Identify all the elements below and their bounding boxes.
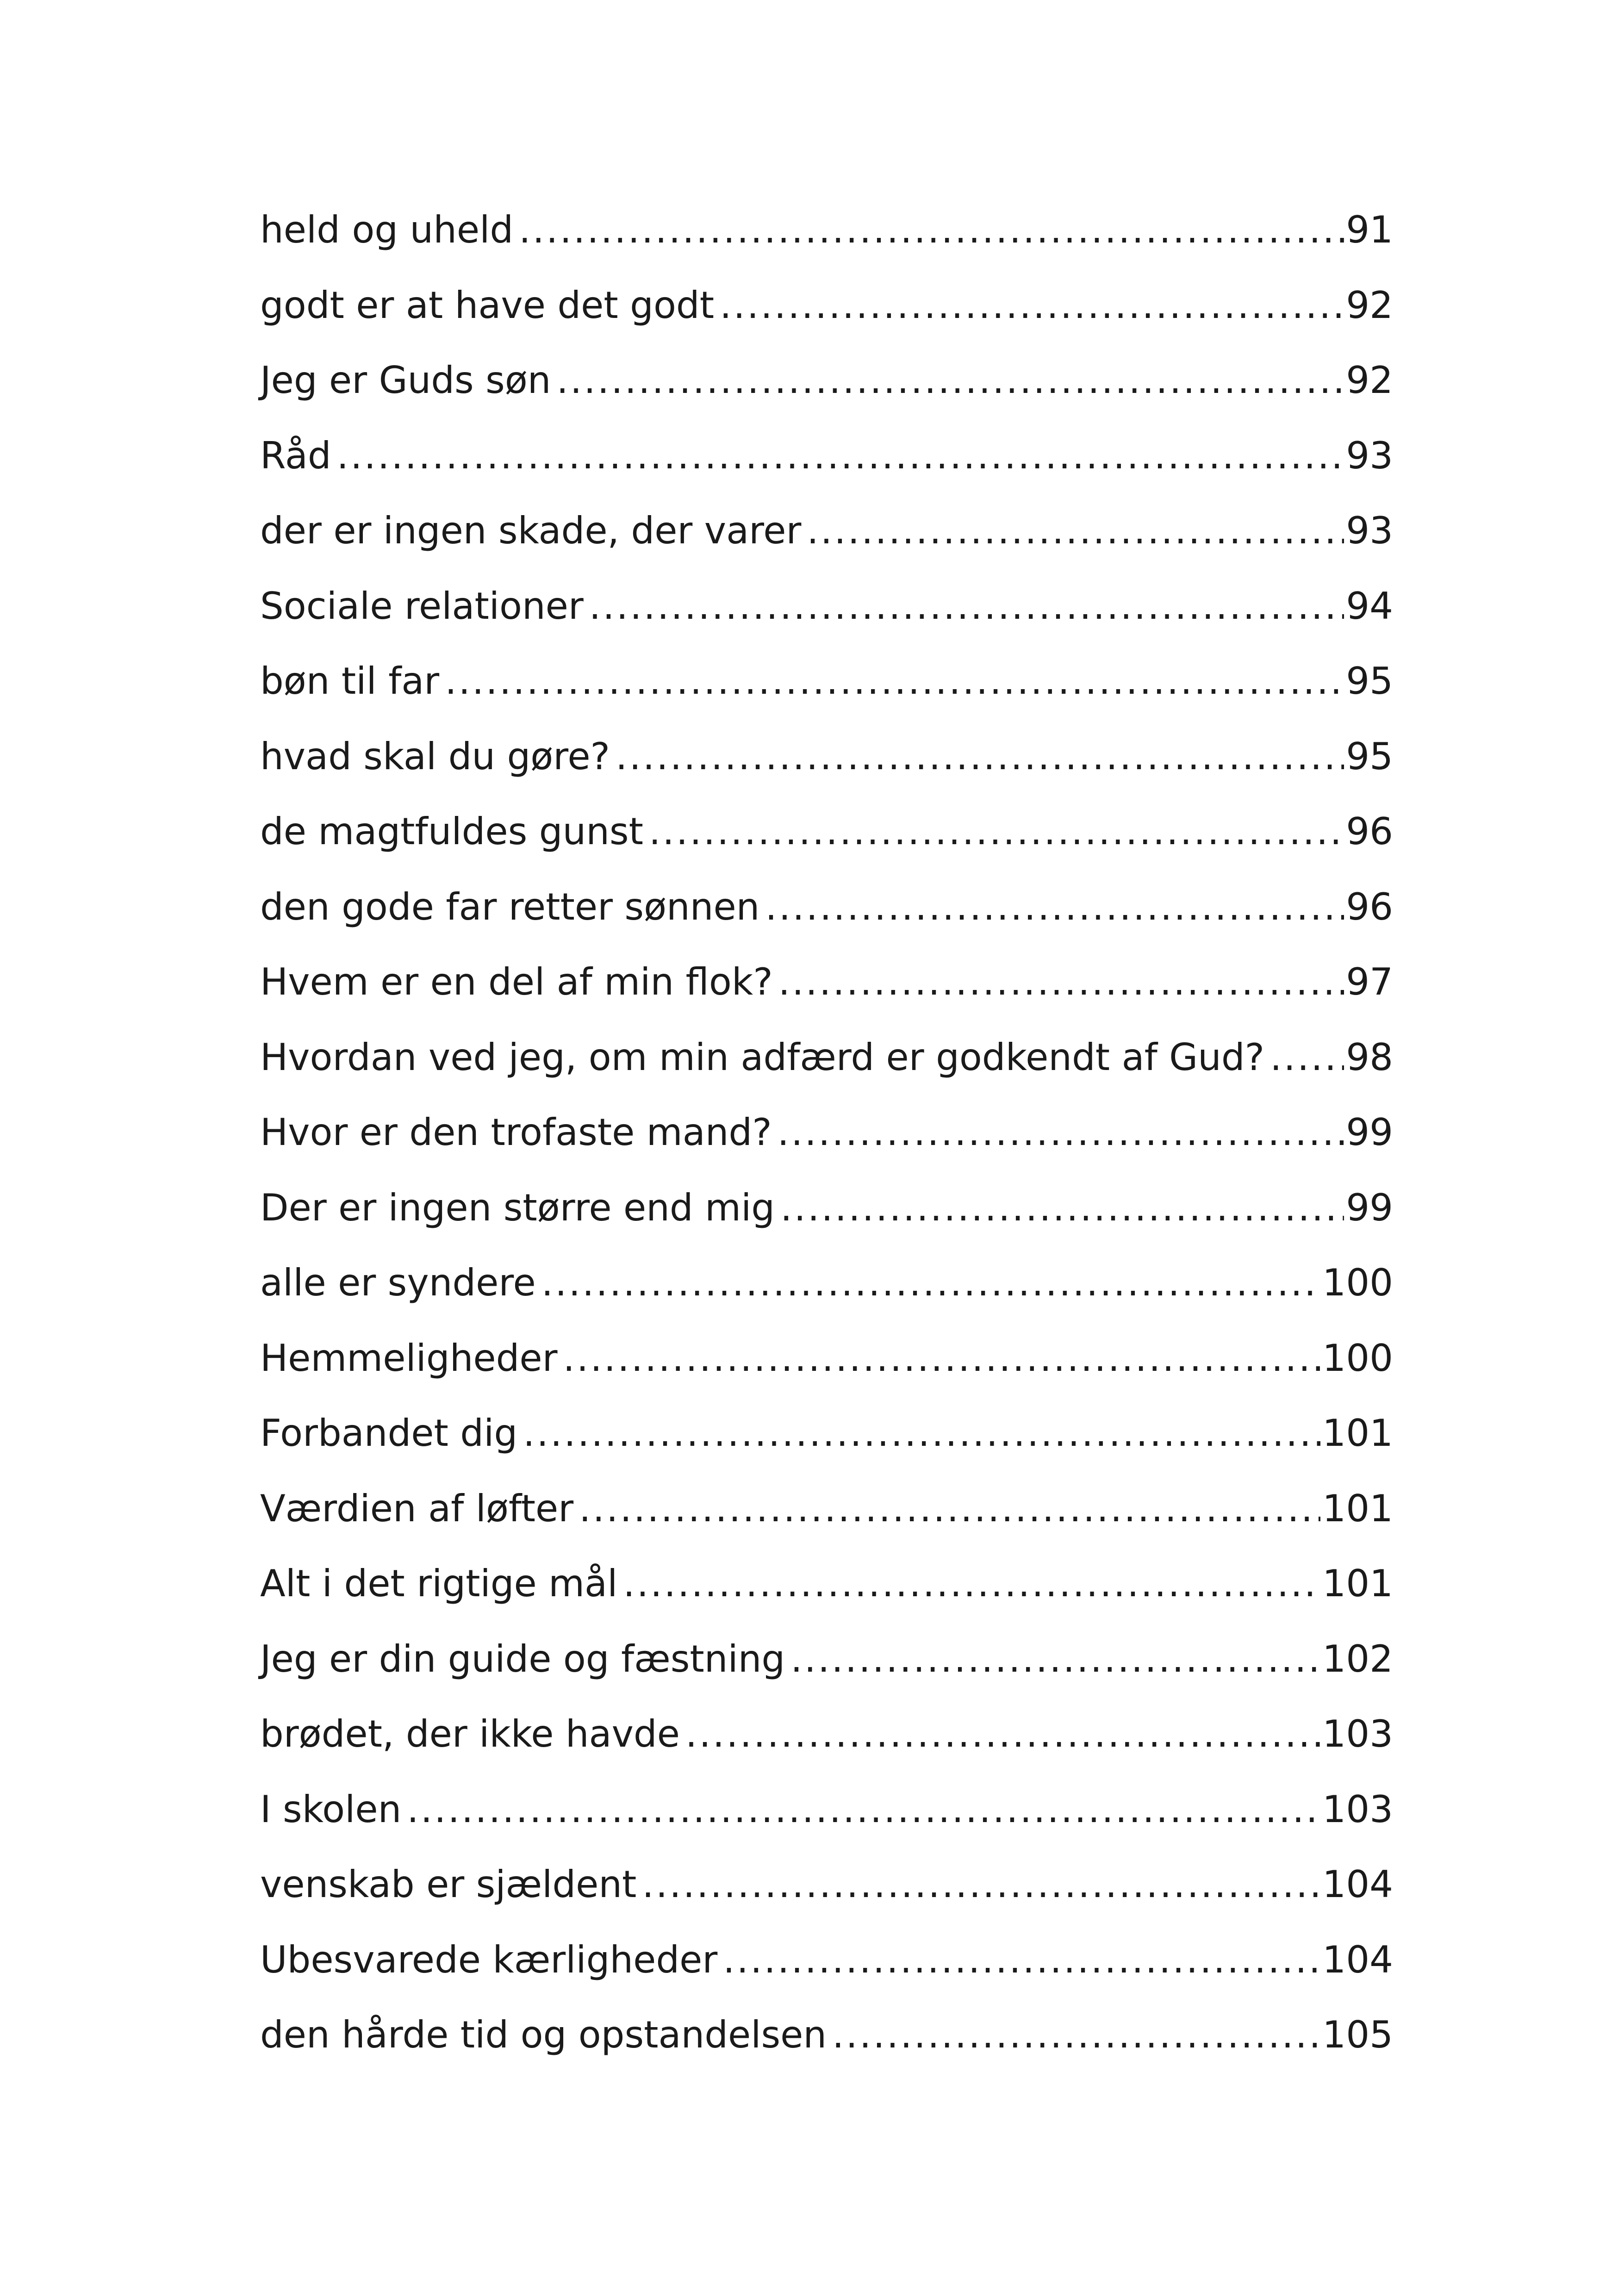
toc-entry[interactable]: [260, 2013, 1393, 2089]
dot-leader: [541, 1261, 1321, 1304]
toc-entry-title: den gode far retter sønnen: [260, 885, 760, 928]
dot-leader: [807, 509, 1344, 552]
toc-entry-title: godt er at have det godt: [260, 283, 715, 327]
toc-entry-title: Alt i det rigtige mål: [260, 1562, 618, 1605]
toc-entry-title: Hemmeligheder: [260, 1336, 558, 1380]
dot-leader: [778, 1111, 1344, 1154]
toc-entry-page-number: 93: [1346, 509, 1393, 552]
dot-leader: [685, 1712, 1320, 1755]
toc-entry-title: Råd: [260, 434, 331, 477]
toc-entry[interactable]: [260, 359, 1393, 434]
toc-entry-page-number: 99: [1346, 1111, 1393, 1154]
toc-entry-page-number: 96: [1346, 810, 1393, 853]
toc-entry[interactable]: [260, 960, 1393, 1036]
toc-entry-title: Forbandet dig: [260, 1412, 518, 1455]
dot-leader: [649, 810, 1344, 853]
toc-entry-page-number: 91: [1346, 208, 1393, 251]
toc-entry-title: Hvem er en del af min flok?: [260, 960, 773, 1003]
toc-entry-title: der er ingen skade, der varer: [260, 509, 802, 552]
toc-entry-page-number: 95: [1346, 734, 1393, 778]
toc-entry[interactable]: [260, 735, 1393, 810]
toc-entry-title: venskab er sjældent: [260, 1863, 637, 1906]
toc-entry-title: Sociale relationer: [260, 584, 584, 628]
toc-entry[interactable]: [260, 1863, 1393, 1938]
toc-entry-page-number: 101: [1322, 1412, 1393, 1455]
toc-entry-page-number: 93: [1346, 434, 1393, 477]
toc-entry[interactable]: [260, 434, 1393, 510]
toc-entry[interactable]: [260, 1036, 1393, 1111]
toc-entry[interactable]: [260, 1261, 1393, 1337]
toc-entry-page-number: 97: [1346, 960, 1393, 1003]
toc-entry-page-number: 98: [1346, 1035, 1393, 1079]
dot-leader: [723, 1938, 1320, 1981]
dot-leader: [616, 735, 1344, 778]
toc-entry-page-number: 104: [1322, 1938, 1393, 1981]
toc-entry-page-number: 100: [1322, 1336, 1393, 1380]
dot-leader: [765, 885, 1344, 928]
table-of-contents: [260, 208, 1393, 2089]
toc-entry-page-number: 101: [1322, 1562, 1393, 1605]
toc-entry-title: den hårde tid og opstandelsen: [260, 2013, 827, 2056]
toc-entry-page-number: 101: [1322, 1487, 1393, 1530]
dot-leader: [563, 1337, 1321, 1380]
toc-entry[interactable]: [260, 1487, 1393, 1562]
toc-entry[interactable]: [260, 1412, 1393, 1487]
dot-leader: [832, 2013, 1320, 2056]
toc-entry[interactable]: [260, 1637, 1393, 1713]
toc-entry[interactable]: [260, 1111, 1393, 1186]
dot-leader: [623, 1562, 1320, 1605]
toc-entry-title: hvad skal du gøre?: [260, 734, 610, 778]
toc-entry[interactable]: [260, 1186, 1393, 1262]
toc-entry-page-number: 103: [1322, 1787, 1393, 1831]
dot-leader: [445, 660, 1344, 703]
toc-entry-page-number: 100: [1322, 1261, 1393, 1304]
toc-entry-title: Hvordan ved jeg, om min adfærd er godkendt af Gud?: [260, 1035, 1265, 1079]
toc-entry[interactable]: [260, 585, 1393, 660]
toc-entry-title: alle er syndere: [260, 1261, 536, 1304]
toc-entry[interactable]: [260, 1337, 1393, 1412]
toc-entry-title: Hvor er den trofaste mand?: [260, 1111, 772, 1154]
dot-leader: [556, 359, 1344, 402]
toc-entry[interactable]: [260, 810, 1393, 885]
toc-entry-page-number: 96: [1346, 885, 1393, 928]
dot-leader: [790, 1637, 1320, 1680]
dot-leader: [642, 1863, 1320, 1906]
dot-leader: [523, 1412, 1320, 1455]
toc-entry-page-number: 95: [1346, 660, 1393, 703]
toc-entry-title: Ubesvarede kærligheder: [260, 1938, 718, 1981]
toc-entry-page-number: 99: [1346, 1186, 1393, 1229]
toc-entry[interactable]: [260, 284, 1393, 359]
dot-leader: [519, 208, 1344, 251]
dot-leader: [337, 434, 1344, 477]
toc-entry-title: Jeg er Guds søn: [260, 359, 551, 402]
toc-entry-title: bøn til far: [260, 660, 440, 703]
toc-entry-title: brødet, der ikke havde: [260, 1712, 680, 1755]
toc-entry-page-number: 103: [1322, 1712, 1393, 1755]
toc-entry[interactable]: [260, 1712, 1393, 1788]
dot-leader: [780, 1186, 1344, 1229]
toc-entry[interactable]: [260, 1938, 1393, 2014]
dot-leader: [579, 1487, 1320, 1530]
toc-entry-title: Jeg er din guide og fæstning: [260, 1637, 785, 1680]
dot-leader: [589, 585, 1344, 628]
dot-leader: [407, 1788, 1320, 1831]
dot-leader: [1270, 1036, 1344, 1079]
toc-entry-page-number: 92: [1346, 283, 1393, 327]
toc-entry[interactable]: [260, 509, 1393, 585]
toc-entry-title: Der er ingen større end mig: [260, 1186, 775, 1229]
toc-entry-page-number: 105: [1322, 2013, 1393, 2056]
toc-entry-page-number: 102: [1322, 1637, 1393, 1680]
toc-entry[interactable]: [260, 1788, 1393, 1863]
toc-entry[interactable]: [260, 1562, 1393, 1637]
toc-entry-page-number: 92: [1346, 359, 1393, 402]
toc-entry-page-number: 104: [1322, 1863, 1393, 1906]
dot-leader: [778, 960, 1344, 1003]
toc-entry[interactable]: [260, 885, 1393, 961]
toc-entry-page-number: 94: [1346, 584, 1393, 628]
toc-entry-title: I skolen: [260, 1787, 402, 1831]
toc-entry-title: de magtfuldes gunst: [260, 810, 643, 853]
dot-leader: [720, 284, 1344, 327]
toc-entry[interactable]: [260, 208, 1393, 284]
toc-entry-title: held og uheld: [260, 208, 514, 251]
toc-entry[interactable]: [260, 660, 1393, 735]
toc-entry-title: Værdien af løfter: [260, 1487, 574, 1530]
